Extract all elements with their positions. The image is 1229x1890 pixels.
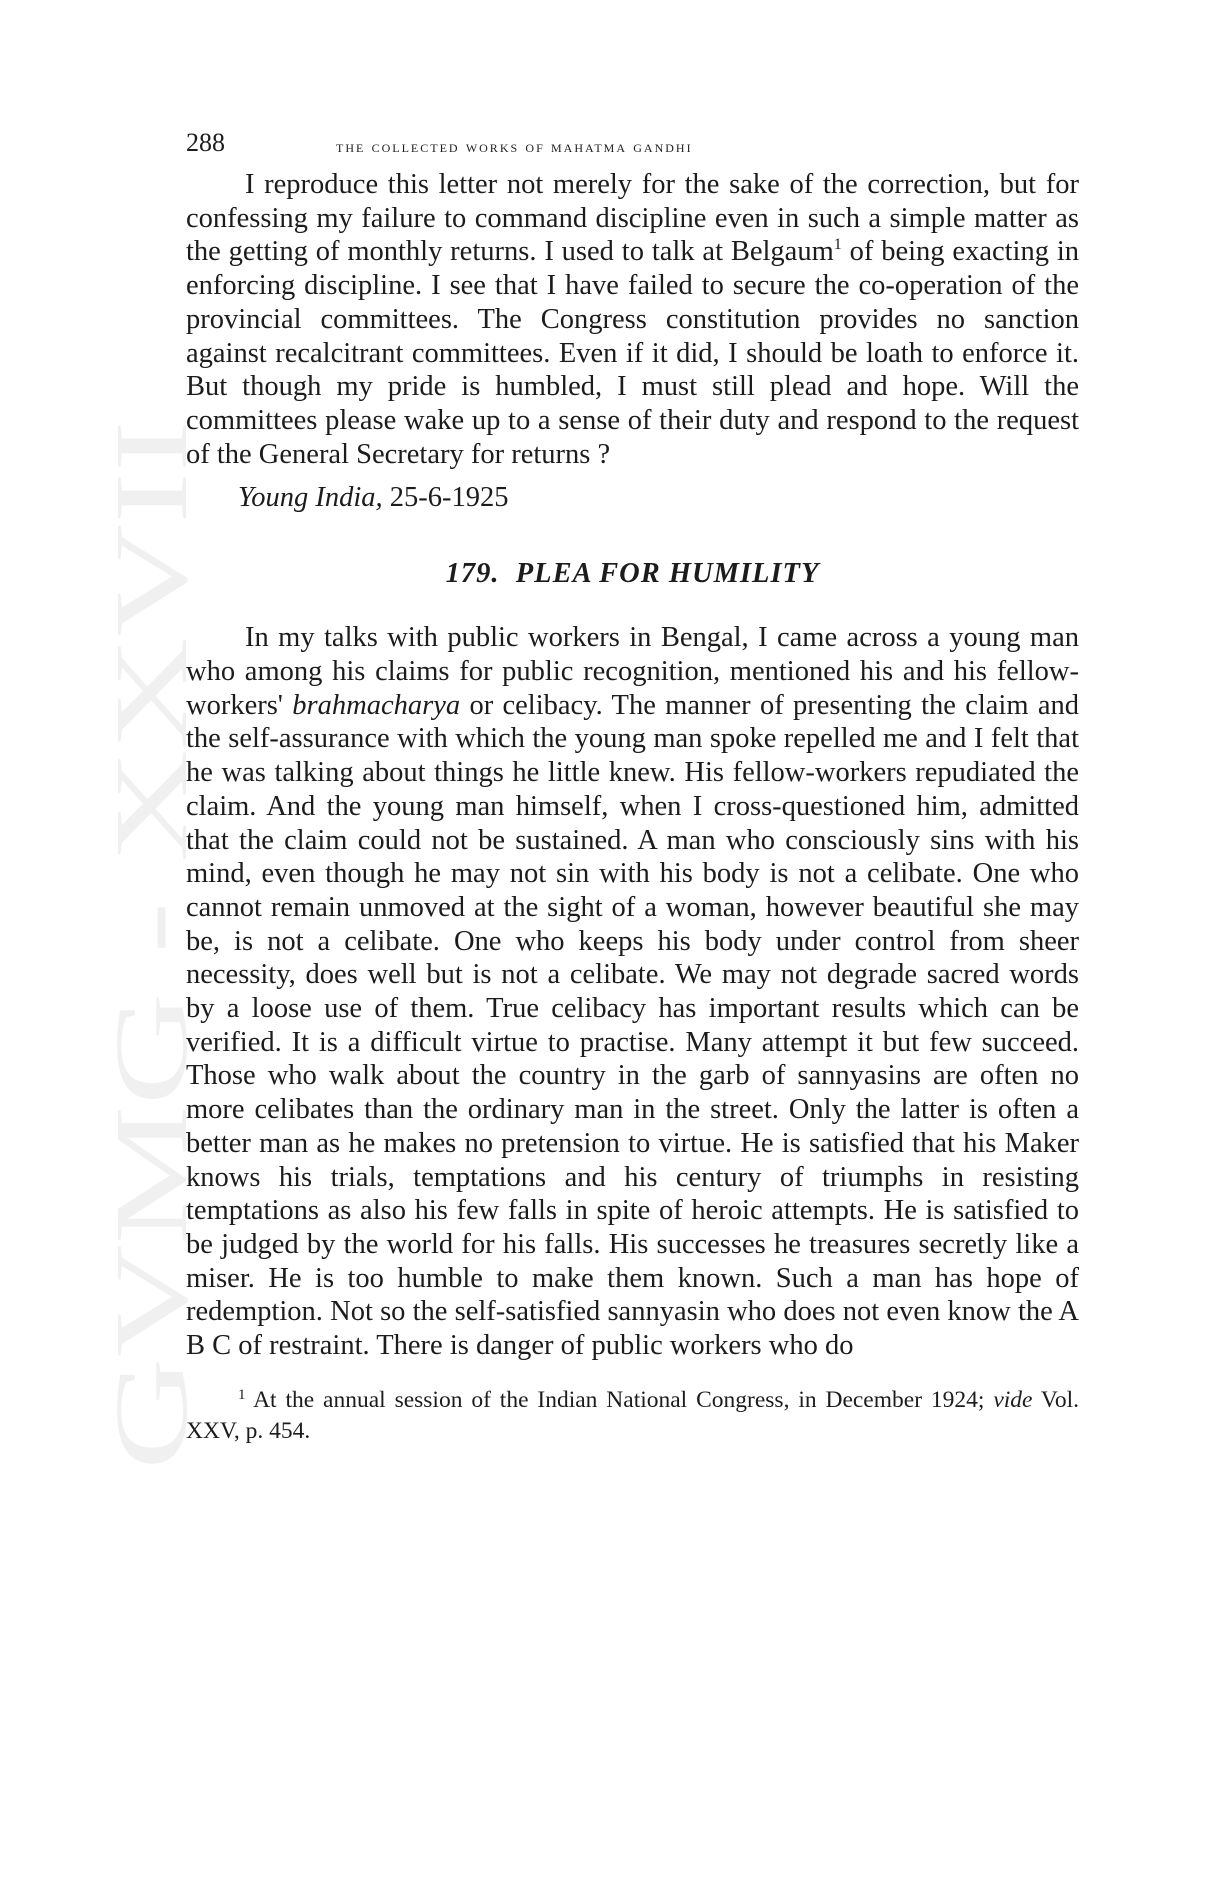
page-number: 288 [186, 128, 225, 157]
article-title [186, 557, 1079, 591]
letter-paragraph [186, 168, 1079, 471]
article-text-part1: In my talks with public workers in Bengal, I came across a young man who among his claims for public recognition, mentioned his and his fellow-workers' [186, 622, 1079, 721]
article-text-part2: or celibacy. The manner of presenting the claim and the self-assurance with which the young man spoke repelled me and I felt that he was talking about things he little knew. His fellow-workers repudiated the claim. And the young man himself, when I cross-questioned him, admitted that the claim could not be sustained. A man who consciously sins with his mind, even though he may not sin with his body is not a celibate. One who cannot remain unmoved at the sight of a woman, however beautiful she may be, is not a celibate. One who keeps his body under control from sheer necessity, does well but is not a celibate. We may not degrade sacred words by a loose use of them. True celibacy has important results which can be verified. It is a difficult virtue to practise. Many attempt it but few succeed. Those who walk about the country in the garb of sannyasins are often no more celibates than the ordinary man in the street. Only the latter is often a better man as he makes no pretension to virtue. He is satisfied that his Maker knows his trials, temptations and his century of triumphs in resisting temptations as also his few falls in spite of heroic attempts. He is satisfied to be judged by the world for his falls. His successes he treasures secretly like a miser. He is too humble to make them known. Such a man has hope of redemption. Not so the self-satisfied sannyasin who does not even know the A B C of restraint. There is danger of public workers who do [186, 689, 1079, 1362]
article-paragraph [186, 621, 1079, 1362]
footnote-marker: 1 [238, 1386, 246, 1403]
watermark-text: GVMG - XXVII [94, 770, 209, 1470]
footnote-text-part2: Vol. XXV, p. 454. [186, 1386, 1080, 1444]
source-date: 25-6-1925 [382, 482, 509, 514]
footnote-reference: 1 [833, 236, 842, 254]
article-body [186, 621, 1079, 1362]
footnote [186, 1385, 1079, 1447]
running-head [186, 128, 1079, 168]
article-number: 179. [445, 558, 500, 590]
article-italic-term: brahmacharya [292, 689, 461, 721]
article-title-text: PLEA FOR HUMILITY [515, 558, 820, 590]
source-publication: Young India, [238, 482, 383, 514]
source-citation [238, 481, 1079, 515]
letter-section [186, 168, 1079, 471]
footnote-italic-word: vide [993, 1386, 1033, 1413]
letter-text-part2: of being exacting in enforcing discipline. I see that I have failed to secure the co-operation of the provincial committees. The Congress constitution provides no sanction against recalcitrant committees. Even if it did, I should be loath to enforce it. But though my pride is humbled, I must still plead and hope. Will the committees please wake up to a sense of their duty and respond to the request of the General Secretary for returns ? [186, 236, 1079, 470]
book-title: the collected works of mahatma gandhi [336, 137, 693, 156]
page [186, 128, 1079, 1447]
footnote-text-part1: At the annual session of the Indian National Congress, in December 1924; [245, 1386, 994, 1413]
letter-text-part1: I reproduce this letter not merely for the sake of the correction, but for confessing my failure to command discipline even in such a simple matter as the getting of monthly returns. I used to talk at Belgaum [186, 169, 1079, 268]
